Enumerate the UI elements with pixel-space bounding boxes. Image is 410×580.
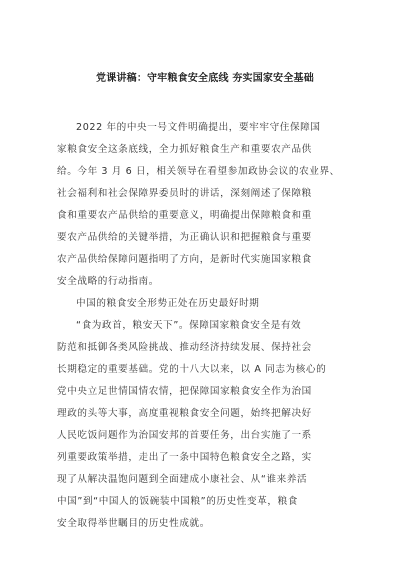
section-heading: [57, 293, 357, 315]
paragraph-line: 给。今年 3 月 6 日，相关领导在看望参加政协会议的农业界、: [57, 166, 340, 177]
paragraph-line: 长期稳定的重要基础。党的十八大以来，以 A 同志为核心的: [57, 364, 327, 375]
paragraph-line: 列重要政策举措，走出了一条中国特色粮食安全之路，实: [57, 452, 312, 463]
paragraph-line: 党中央立足世情国情农情，把保障国家粮食安全作为治国: [57, 386, 312, 397]
document-body: [57, 117, 357, 535]
paragraph-line: 2022 年的中央一号文件明确提出，要牢牢守住保障国: [76, 122, 321, 133]
paragraph-line: 中国”到“中国人的饭碗装中国粮”的历史性变革，粮食: [57, 496, 298, 507]
paragraph-3: [57, 315, 357, 535]
paragraph-line: 社会福利和社会保障界委员时的讲话，深刻阐述了保障粮: [57, 188, 312, 199]
document-title: 党课讲稿：守牢粮食安全底线 夯实国家安全基础: [96, 73, 314, 84]
paragraph-line: 家粮食安全这条底线，全力抓好粮食生产和重要农产品供: [57, 144, 312, 155]
paragraph-line: 中国的粮食安全形势正处在历史最好时期: [76, 298, 260, 309]
paragraph-line: 安全取得举世瞩目的历史性成就。: [57, 518, 210, 529]
paragraph-line: 防范和抵御各类风险挑战、推动经济持续发展、保持社会: [57, 342, 312, 353]
paragraph-line: “食为政首，粮安天下”。保障国家粮食安全是有效: [76, 320, 302, 331]
paragraph-line: 现了从解决温饱问题到全面建成小康社会、从“谁来养活: [57, 474, 308, 485]
paragraph-1: [57, 117, 357, 293]
paragraph-line: 要农产品供给的关键举措，为正确认识和把握粮食与重要: [57, 232, 312, 243]
paragraph-line: 人民吃饭问题作为治国安邦的首要任务，出台实施了一系: [57, 430, 312, 441]
paragraph-line: 农产品供给保障问题指明了方向，是新时代实施国家粮食: [57, 254, 312, 265]
paragraph-line: 食和重要农产品供给的重要意义，明确提出保障粮食和重: [57, 210, 312, 221]
paragraph-line: 安全战略的行动指南。: [57, 276, 159, 287]
paragraph-line: 理政的头等大事，高度重视粮食安全问题，始终把解决好: [57, 408, 312, 419]
